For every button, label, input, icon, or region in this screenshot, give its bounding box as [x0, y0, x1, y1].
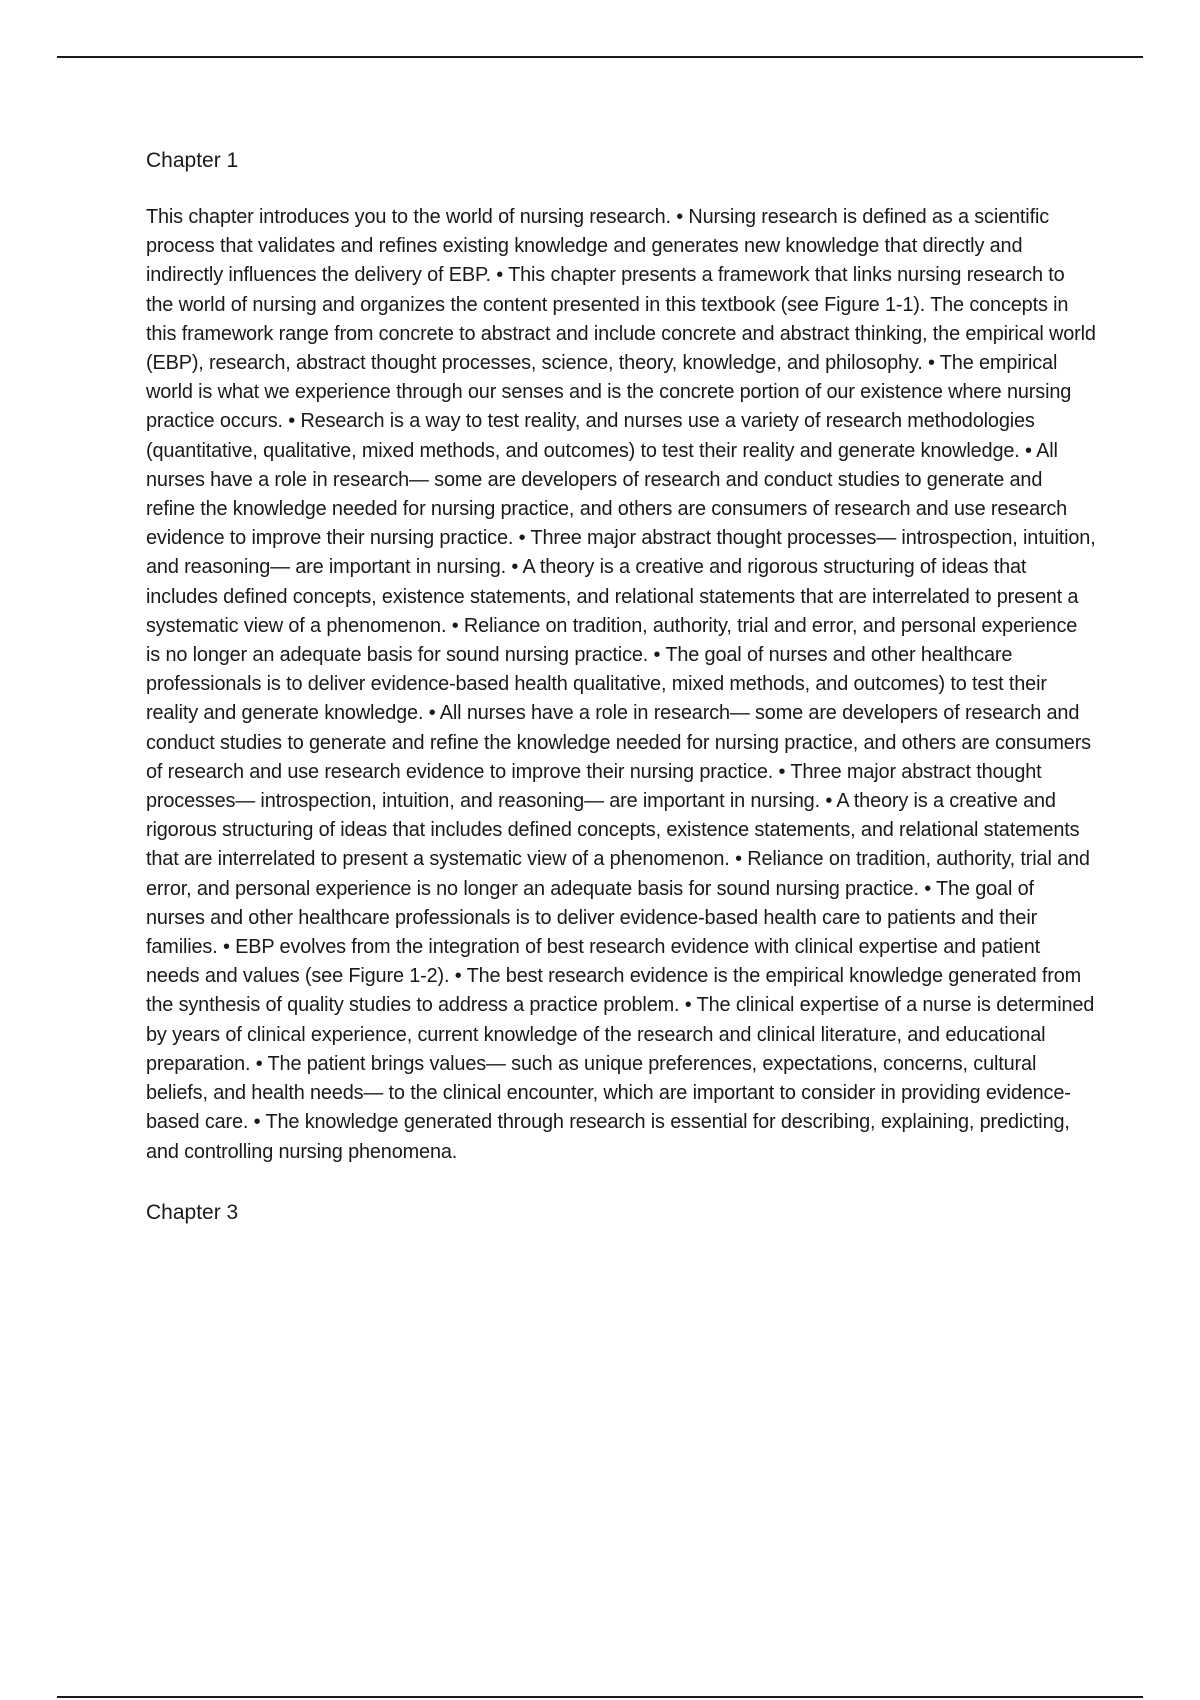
bottom-divider: [57, 1696, 1143, 1698]
chapter-1-body: This chapter introduces you to the world of nursing research. • Nursing research is defined as a scientific process that validates and refines existing knowledge and generates new knowledge that directly and indirectly influences the delivery of EBP. • This chapter presents a framework that links nursing research to the world of nursing and organizes the content presented in this textbook (see Figure 1-1). The concepts in this framework range from concrete to abstract and include concrete and abstract thinking, the empirical world (EBP), research, abstract thought processes, science, theory, knowledge, and philosophy. • The empirical world is what we experience through our senses and is the concrete portion of our existence where nursing practice occurs. • Research is a way to test reality, and nurses use a variety of research methodologies (quantitative, qualitative, mixed methods, and outcomes) to test their reality and generate knowledge. • All nurses have a role in research— some are developers of research and conduct studies to generate and refine the knowledge needed for nursing practice, and others are consumers of research and use research evidence to improve their nursing practice. • Three major abstract thought processes— introspection, intuition, and reasoning— are important in nursing. • A theory is a creative and rigorous structuring of ideas that includes defined concepts, existence statements, and relational statements that are interrelated to present a systematic view of a phenomenon. • Reliance on tradition, authority, trial and error, and personal experience is no longer an adequate basis for sound nursing practice. • The goal of nurses and other healthcare professionals is to deliver evidence-based health qualitative, mixed methods, and outcomes) to test their reality and generate knowledge. • All nurses have a role in research— some are developers of research and conduct studies to generate and refine the knowledge needed for nursing practice, and others are consumers of research and use research evidence to improve their nursing practice. • Three major abstract thought processes— introspection, intuition, and reasoning— are important in nursing. • A theory is a creative and rigorous structuring of ideas that includes defined concepts, existence statements, and relational statements that are interrelated to present a systematic view of a phenomenon. • Reliance on tradition, authority, trial and error, and personal experience is no longer an adequate basis for sound nursing practice. • The goal of nurses and other healthcare professionals is to deliver evidence-based health care to patients and their families. • EBP evolves from the integration of best research evidence with clinical expertise and patient needs and values (see Figure 1-2). • The best research evidence is the empirical knowledge generated from the synthesis of quality studies to address a practice problem. • The clinical expertise of a nurse is determined by years of clinical experience, current knowledge of the research and clinical literature, and educational preparation. • The patient brings values— such as unique preferences, expectations, concerns, cultural beliefs, and health needs— to the clinical encounter, which are important to consider in providing evidence-based care. • The knowledge generated through research is essential for describing, explaining, predicting, and controlling nursing phenomena.: [146, 206, 1096, 1163]
chapter-1-heading: Chapter 1: [146, 149, 239, 172]
document-content: [146, 146, 1096, 1227]
chapter-3-heading: Chapter 3: [146, 1200, 239, 1224]
top-divider: [57, 56, 1143, 58]
